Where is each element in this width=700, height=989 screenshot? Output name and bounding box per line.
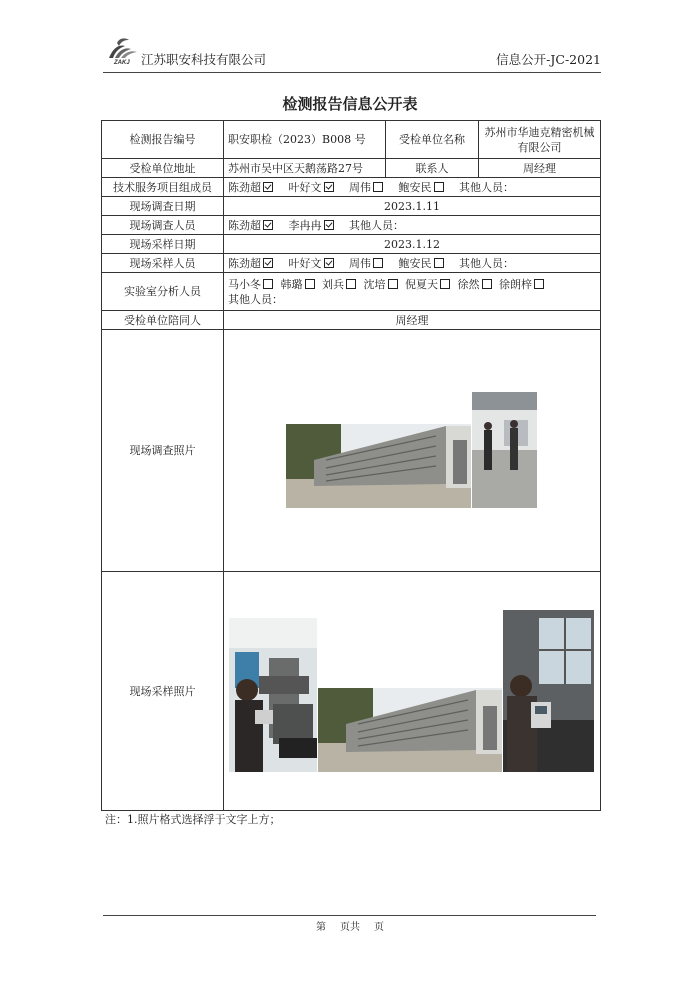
survey-date-label: 现场调查日期 [102,197,224,216]
checkbox-empty-icon[interactable] [346,279,356,289]
member-name: 陈劲超 [228,218,261,232]
report-no-value: 职安职检（2023）B008 号 [224,121,386,159]
member-name: 鲍安民 [398,180,432,194]
checkbox-checked-icon[interactable] [263,258,273,268]
member-name: 陈劲超 [228,180,261,194]
checkbox-checked-icon[interactable] [324,220,334,230]
analyst-name: 徐朗梓 [499,277,532,291]
checkbox-empty-icon[interactable] [305,279,315,289]
team-members-value [224,178,601,197]
member-name: 叶好文 [288,256,322,270]
footer-divider [103,915,596,916]
analyst-name: 刘兵 [322,277,344,291]
analyst-name: 沈培 [363,277,386,291]
report-no-label: 检测报告编号 [102,121,224,159]
footer-page-label: 第 [316,922,326,933]
analyst-name: 马小冬 [228,277,261,291]
table-row [102,273,601,311]
sampling-date-label: 现场采样日期 [102,235,224,254]
checkbox-empty-icon[interactable] [434,182,444,192]
contact-label: 联系人 [386,159,479,178]
address-value: 苏州市吴中区天鹅荡路27号 [224,159,386,178]
table-row [102,330,601,572]
company-name: 江苏职安科技有限公司 [141,52,267,67]
other-members-label: 其他人员： [349,218,404,232]
table-row [102,159,601,178]
table-row [102,254,601,273]
member-name: 李冉冉 [288,218,322,232]
survey-staff-value [224,216,601,235]
other-members-label: 其他人员： [459,180,514,194]
lab-analysts-label: 实验室分析人员 [102,273,224,311]
member-name: 叶好文 [288,180,322,194]
member-name: 周伟 [349,256,371,270]
checkbox-empty-icon[interactable] [388,279,398,289]
member-name: 鲍安民 [398,256,432,270]
analyst-name: 徐然 [457,277,480,291]
table-row [102,311,601,330]
factory-wall-photo [286,424,471,508]
checkbox-checked-icon[interactable] [263,182,273,192]
checkbox-empty-icon[interactable] [263,279,273,289]
checkbox-checked-icon[interactable] [324,182,334,192]
checkbox-checked-icon[interactable] [263,220,273,230]
table-row [102,197,601,216]
unit-name-value: 苏州市华迪克精密机械有限公司 [479,121,601,159]
table-row [102,216,601,235]
sampling-staff-value [224,254,601,273]
sampling-photos-cell [224,572,601,811]
survey-photos-label: 现场调查照片 [102,330,224,572]
escort-label: 受检单位陪同人 [102,311,224,330]
team-members-label: 技术服务项目组成员 [102,178,224,197]
company-logo-icon [103,34,143,72]
footnote: 注：1.照片格式选择浮于文字上方； [105,813,281,826]
checkbox-checked-icon[interactable] [324,258,334,268]
checkbox-empty-icon[interactable] [373,258,383,268]
page-header [103,34,601,73]
table-row [102,121,601,159]
other-members-label: 其他人员： [459,256,514,270]
factory-wall-photo-2 [318,688,502,772]
footer-page-suffix: 页 [374,922,384,933]
survey-photos-cell [224,330,601,572]
address-label: 受检单位地址 [102,159,224,178]
checkbox-empty-icon[interactable] [434,258,444,268]
checkbox-empty-icon[interactable] [373,182,383,192]
window-sampling-photo [503,610,594,772]
sampling-staff-label: 现场采样人员 [102,254,224,273]
logo-text: ZAKJ [114,60,130,66]
escort-value: 周经理 [224,311,601,330]
analyst-name: 倪夏天 [405,277,438,291]
page-footer [0,918,700,933]
table-row [102,235,601,254]
member-name: 周伟 [349,180,371,194]
checkbox-empty-icon[interactable] [482,279,492,289]
sampling-photos-label: 现场采样照片 [102,572,224,811]
member-name: 陈劲超 [228,256,261,270]
survey-staff-label: 现场调查人员 [102,216,224,235]
checkbox-empty-icon[interactable] [534,279,544,289]
machine-sampling-photo [229,618,317,772]
checkbox-empty-icon[interactable] [440,279,450,289]
document-code: 信息公开-JC-2021 [496,52,601,67]
survey-date-value: 2023.1.11 [224,197,601,216]
workshop-interview-photo [472,392,537,508]
report-info-table [101,120,601,811]
lab-analysts-value [224,273,601,311]
table-row [102,572,601,811]
page-title: 检测报告信息公开表 [282,95,418,113]
table-row [102,178,601,197]
contact-value: 周经理 [479,159,601,178]
sampling-date-value: 2023.1.12 [224,235,601,254]
analyst-name: 韩璐 [280,277,303,291]
other-members-label: 其他人员： [228,292,283,306]
footer-total-label: 页共 [340,922,360,933]
unit-name-label: 受检单位名称 [386,121,479,159]
